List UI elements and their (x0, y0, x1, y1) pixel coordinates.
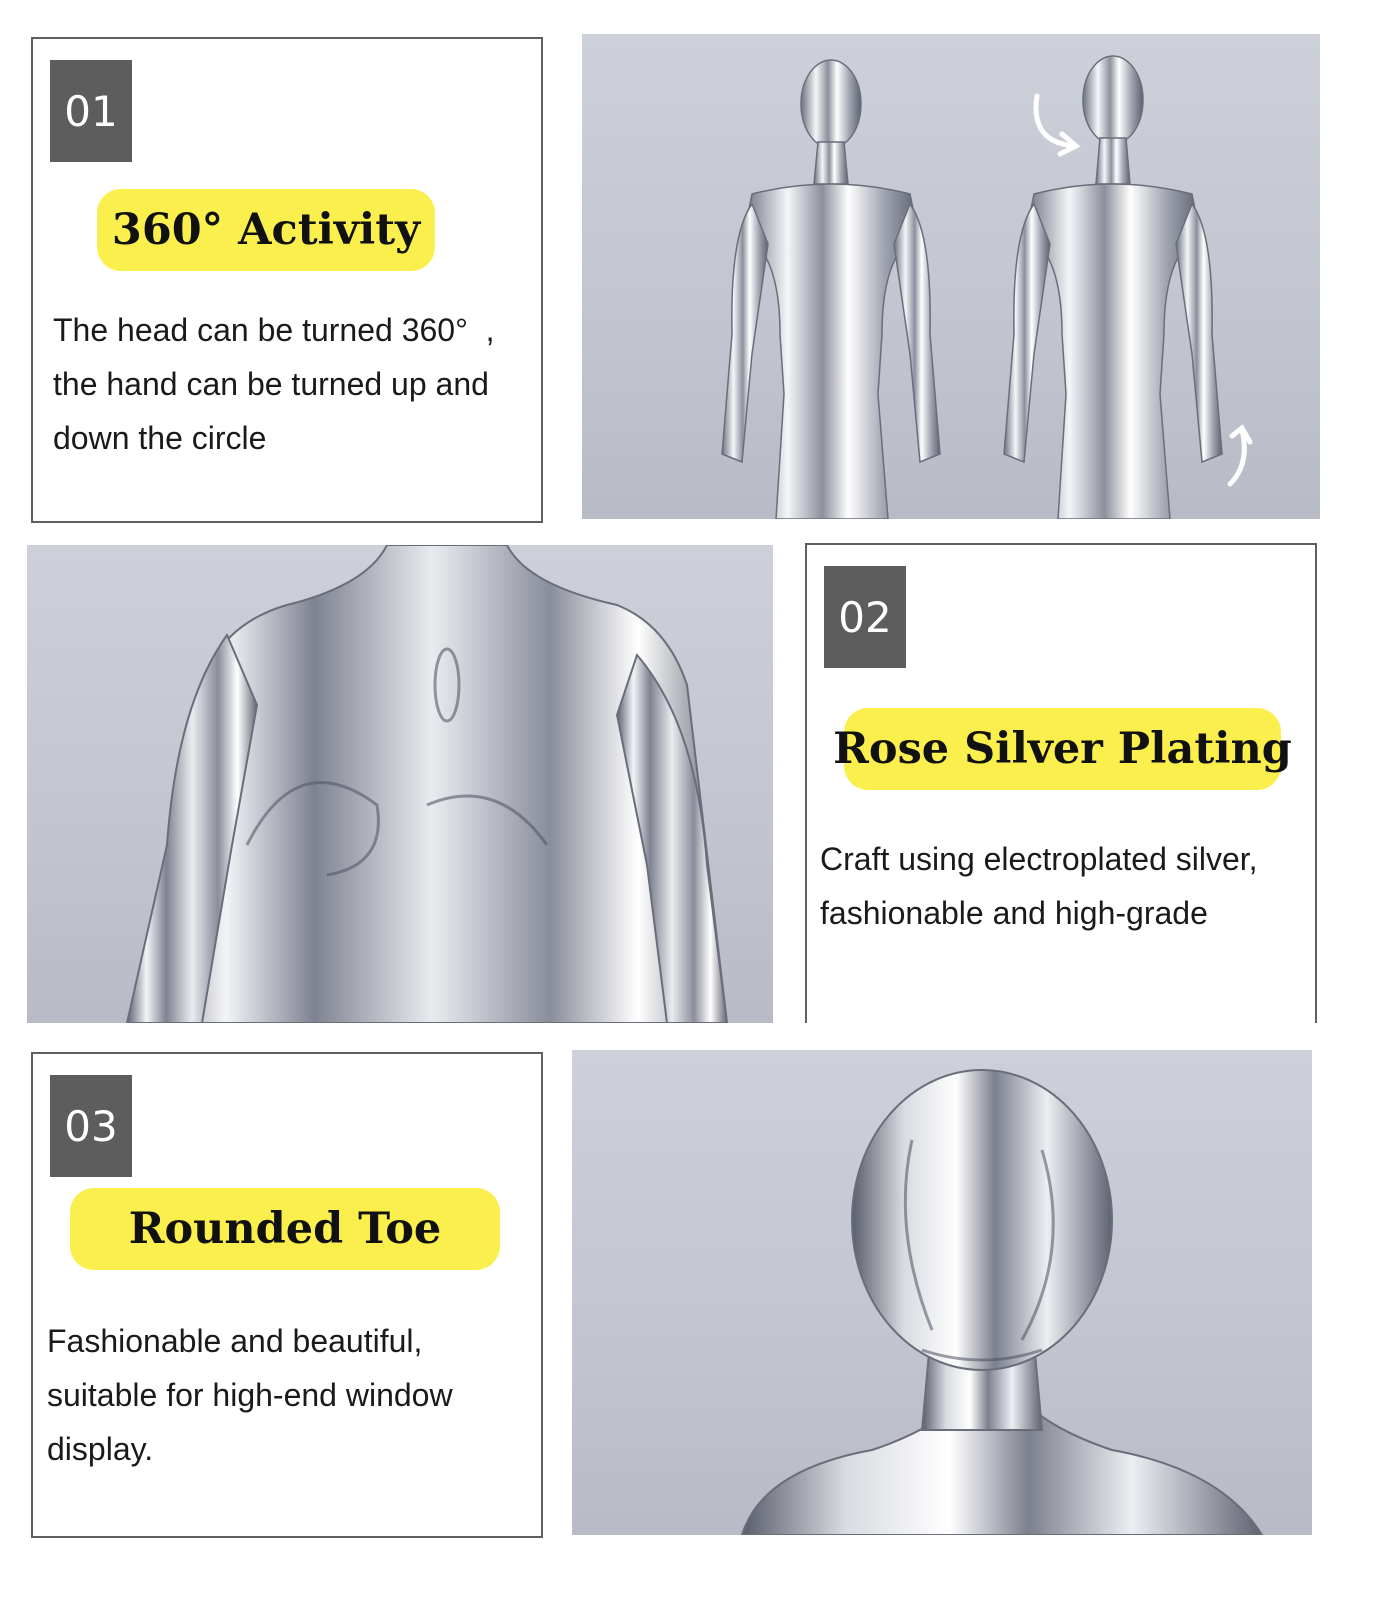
feature-description (47, 1314, 453, 1476)
description-line: the hand can be turned up and (53, 366, 489, 402)
feature-title: 360° Activity (97, 189, 435, 271)
feature-description (53, 303, 495, 465)
feature-number-badge: 03 (50, 1075, 132, 1177)
feature-number-badge: 02 (824, 566, 906, 668)
torso-closeup-photo (27, 545, 773, 1023)
description-line: Craft using electroplated silver, (820, 841, 1258, 877)
head-closeup-photo (572, 1050, 1312, 1535)
description-line: display. (47, 1431, 154, 1467)
description-line: down the circle (53, 420, 267, 456)
feature-title: Rounded Toe (70, 1188, 500, 1270)
description-line: Fashionable and beautiful, (47, 1323, 423, 1359)
feature-title: Rose Silver Plating (844, 708, 1281, 790)
feature-card-01 (31, 37, 543, 523)
description-line: The head can be turned 360° , (53, 312, 495, 348)
mannequin-left (722, 60, 940, 519)
feature-number-badge: 01 (50, 60, 132, 162)
feature-card-03 (31, 1052, 543, 1538)
mannequin-pair-illustration (582, 34, 1320, 519)
description-line: suitable for high-end window (47, 1377, 453, 1413)
torso-illustration (27, 545, 773, 1023)
mannequin-rotation-photo (582, 34, 1320, 519)
feature-card-02 (805, 543, 1317, 1023)
head-illustration (572, 1050, 1312, 1535)
head-shape (852, 1070, 1112, 1370)
description-line: fashionable and high-grade (820, 895, 1208, 931)
feature-description (820, 832, 1258, 940)
